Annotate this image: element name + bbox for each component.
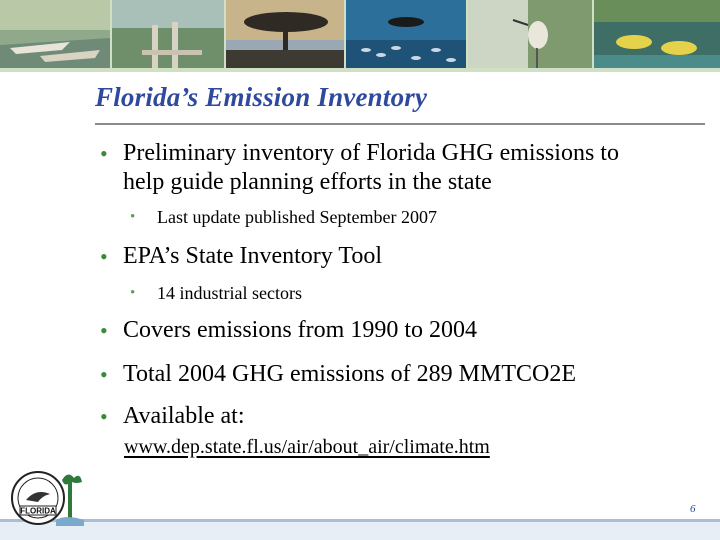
bullet-text: Preliminary inventory of Florida GHG emissions to: [123, 140, 619, 166]
bullet-text: EPA’s State Inventory Tool: [123, 243, 382, 269]
page-number: 6: [690, 503, 696, 515]
bullet-dot: •: [100, 362, 108, 387]
heron-photo: [468, 0, 592, 68]
bullet-text: help guide planning efforts in the state: [123, 169, 492, 195]
slide-title: Florida’s Emission Inventory: [95, 82, 428, 112]
sub-bullet-dot: •: [130, 209, 136, 225]
canoes-photo: [0, 0, 110, 68]
title-divider: [95, 123, 705, 125]
sub-bullet-text: Last update published September 2007: [157, 207, 437, 227]
sub-bullet-dot: •: [130, 285, 136, 301]
bullet-dot: •: [100, 318, 108, 343]
bullet-dot: •: [100, 141, 108, 166]
bullet-text: Covers emissions from 1990 to 2004: [123, 317, 477, 343]
tubing-photo: [594, 0, 720, 68]
logo-text: FLORIDA: [20, 506, 56, 516]
fdep-logo: [6, 470, 86, 530]
bullet-dot: •: [100, 404, 108, 429]
bullet-text: Total 2004 GHG emissions of 289 MMTCO2E: [123, 361, 576, 387]
bullet-dot: •: [100, 244, 108, 269]
footer-bar: [0, 519, 720, 540]
dock-photo: [112, 0, 224, 68]
sub-bullet-text: 14 industrial sectors: [157, 283, 302, 303]
diver-photo: [346, 0, 466, 68]
climate-url-link[interactable]: www.dep.state.fl.us/air/about_air/climate.htm: [124, 436, 490, 458]
bullet-text: Available at:: [123, 403, 245, 429]
photo-banner: [0, 0, 720, 72]
sunset-tree-photo: [226, 0, 344, 68]
